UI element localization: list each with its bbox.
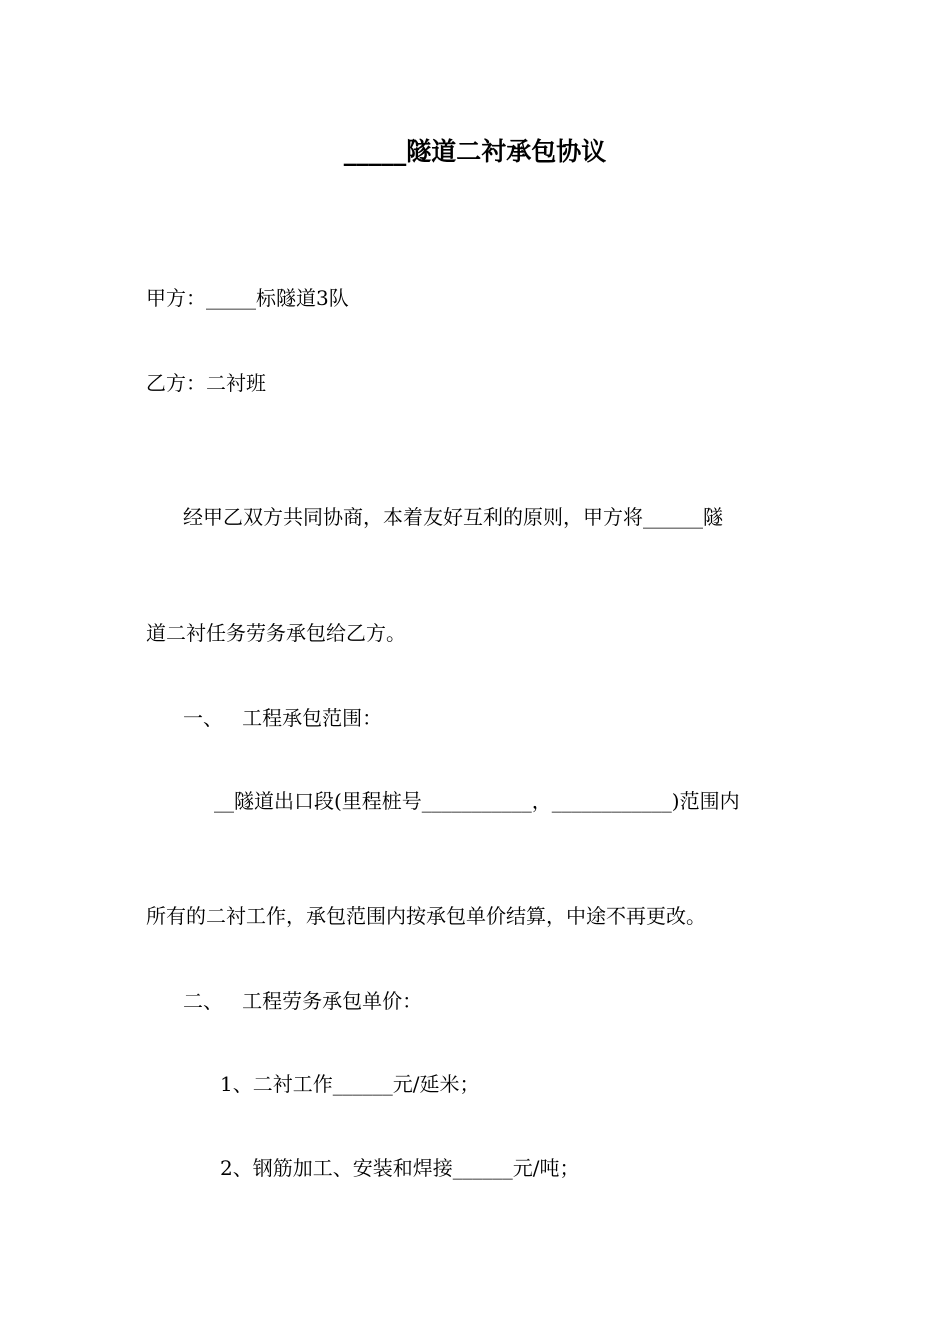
section-1-heading: 一、 工程承包范围： bbox=[183, 706, 383, 730]
section-2-heading: 二、 工程劳务承包单价： bbox=[183, 989, 423, 1013]
section-2-item-1: 1、二衬工作______元/延米； bbox=[220, 1072, 480, 1096]
party-b-line: 乙方：二衬班 bbox=[146, 371, 266, 395]
section-1-line-1: __隧道出口段(里程桩号___________，____________)范围内 bbox=[214, 789, 740, 813]
intro-paragraph-line-1: 经甲乙双方共同协商，本着友好互利的原则，甲方将______隧 bbox=[183, 505, 723, 529]
intro-paragraph-line-2: 道二衬任务劳务承包给乙方。 bbox=[146, 621, 406, 645]
document-title: _____隧道二衬承包协议 bbox=[343, 137, 607, 166]
party-a-line: 甲方：_____标隧道3队 bbox=[146, 286, 349, 310]
section-1-line-2: 所有的二衬工作，承包范围内按承包单价结算，中途不再更改。 bbox=[146, 904, 706, 928]
section-2-item-2: 2、钢筋加工、安装和焊接______元/吨； bbox=[220, 1156, 580, 1180]
